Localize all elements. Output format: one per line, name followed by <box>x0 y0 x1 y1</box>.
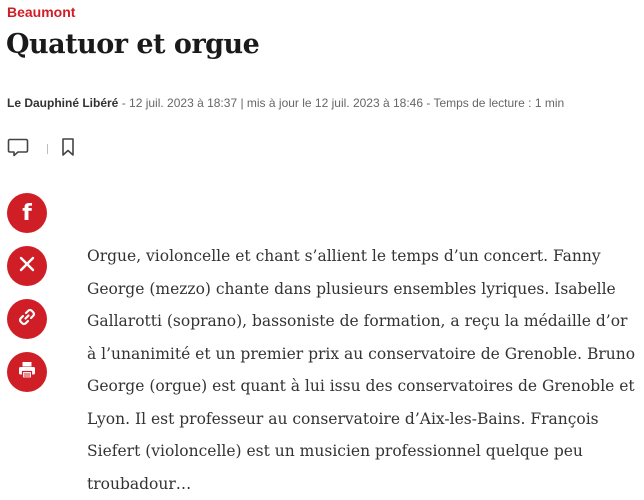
bookmark-button[interactable] <box>60 137 76 162</box>
print-button[interactable] <box>7 352 47 392</box>
article-meta <box>7 96 564 110</box>
article-toolbar <box>7 138 76 160</box>
print-icon <box>17 360 37 385</box>
toolbar-divider <box>47 144 48 154</box>
section-kicker-link[interactable]: Beaumont <box>7 4 76 20</box>
facebook-icon: f <box>22 200 32 226</box>
article-body: Orgue, violoncelle et chant s’allient le temps d’un concert. Fanny George (mezzo) chante dans plusieurs ensembles lyriques. Isabelle Gallarotti (soprano), bassoniste de formation, a reçu la médaille d’or à l’unanimité et un premier prix au conservatoire de Grenoble. Bruno George (orgue) est quant à lui issu des conservatoires de Grenoble et Lyon. Il est professeur au conservatoire d’Aix-les-Bains. François Siefert (violoncelle) est un musicien professionnel quelque peu troubadour… <box>87 247 636 493</box>
article-dates: - 12 juil. 2023 à 18:37 | mis à jour le 12 juil. 2023 à 18:46 - Temps de lecture : 1 min <box>118 96 565 110</box>
article-source: Le Dauphiné Libéré <box>7 96 119 110</box>
share-x-button[interactable] <box>7 246 47 286</box>
x-icon <box>19 256 35 277</box>
article-title: Quatuor et orgue <box>6 29 260 60</box>
copy-link-button[interactable] <box>7 299 47 339</box>
bookmark-icon <box>60 137 76 162</box>
share-facebook-button[interactable] <box>7 193 47 233</box>
link-icon <box>17 307 37 332</box>
comment-icon <box>7 137 29 162</box>
comment-button[interactable] <box>7 137 29 162</box>
share-bar <box>7 193 47 405</box>
